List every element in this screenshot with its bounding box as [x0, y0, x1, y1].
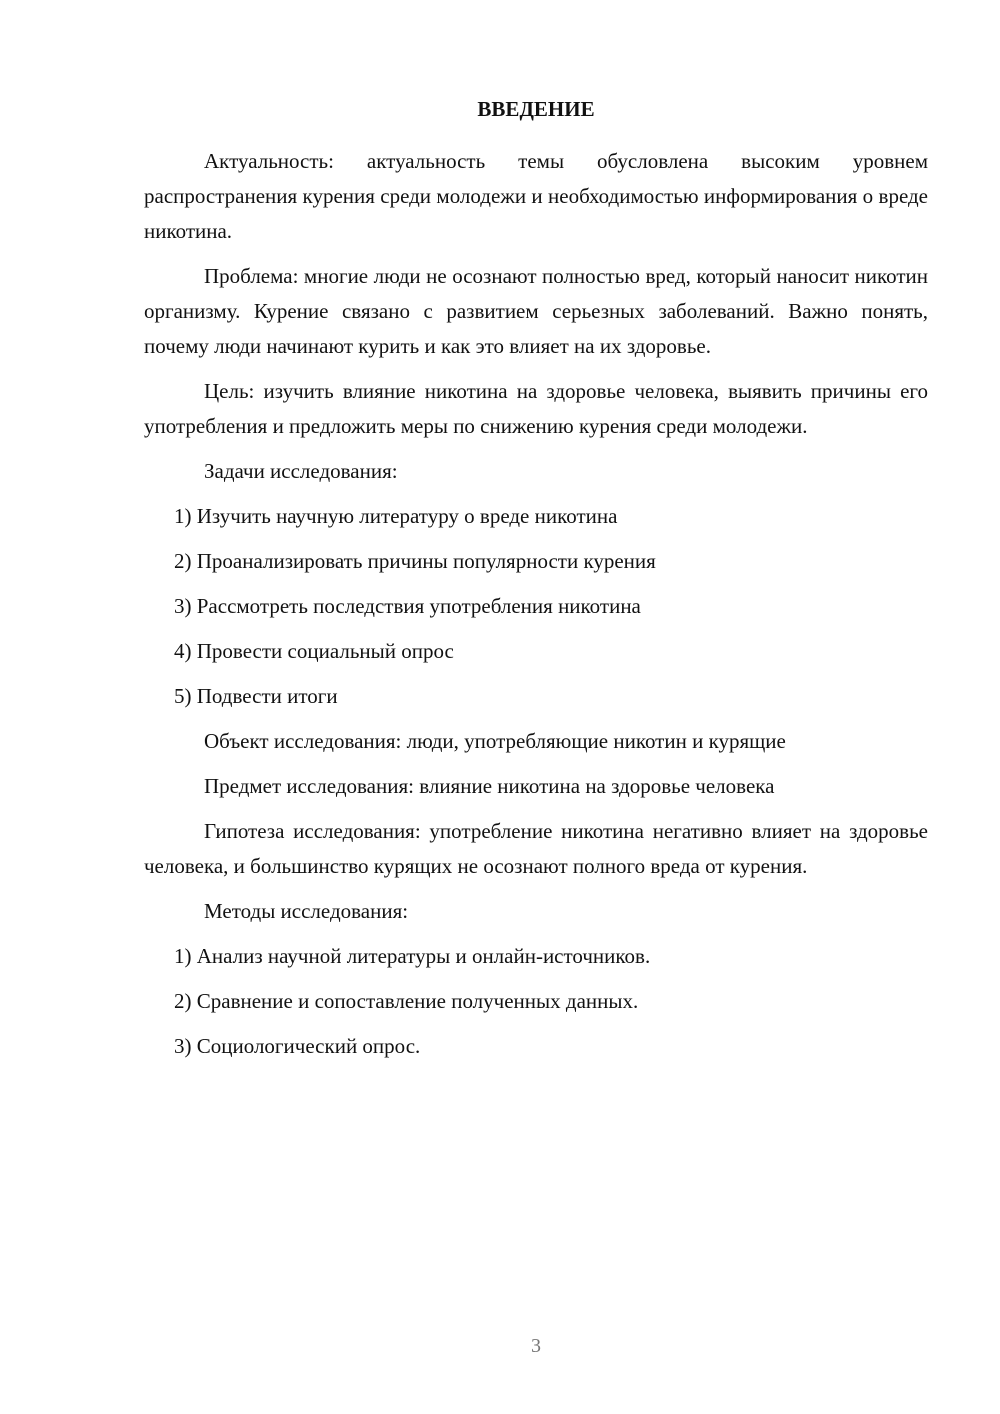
object-paragraph: Объект исследования: люди, употребляющие никотин и курящие [204, 729, 786, 753]
page-title: ВВЕДЕНИЕ [477, 97, 595, 121]
tasks-heading: Задачи исследования: [204, 459, 398, 483]
methods-heading: Методы исследования: [204, 899, 409, 923]
task-item: 2) Проанализировать причины популярности курения [174, 549, 656, 573]
method-item: 2) Сравнение и сопоставление полученных данных. [174, 989, 639, 1013]
hypothesis-paragraph: Гипотеза исследования: употребление никотина негативно влияет на здоровье человека, и большинство курящих не осознают полного вреда от курения. [144, 819, 928, 878]
methods-list [144, 939, 928, 1064]
relevance-paragraph: Актуальность: актуальность темы обусловлена высоким уровнем распространения курения среди молодежи и необходимостью информирования о вреде никотина. [144, 149, 928, 243]
method-item: 3) Социологический опрос. [174, 1034, 421, 1058]
page-number: 3 [531, 1335, 541, 1357]
task-item: 3) Рассмотреть последствия употребления никотина [174, 594, 641, 618]
task-item: 1) Изучить научную литературу о вреде никотина [174, 504, 618, 528]
page-content [144, 94, 928, 1074]
tasks-list [144, 499, 928, 714]
problem-paragraph: Проблема: многие люди не осознают полностью вред, который наносит никотин организму. Курение связано с развитием серьезных заболеваний. Важно понять, почему люди начинают курить и как это влияет на их здоровье. [144, 264, 928, 358]
method-item: 1) Анализ научной литературы и онлайн-источников. [174, 944, 651, 968]
task-item: 5) Подвести итоги [174, 684, 338, 708]
goal-paragraph: Цель: изучить влияние никотина на здоровье человека, выявить причины его употребления и предложить меры по снижению курения среди молодежи. [144, 379, 928, 438]
subject-paragraph: Предмет исследования: влияние никотина на здоровье человека [204, 774, 775, 798]
task-item: 4) Провести социальный опрос [174, 639, 454, 663]
